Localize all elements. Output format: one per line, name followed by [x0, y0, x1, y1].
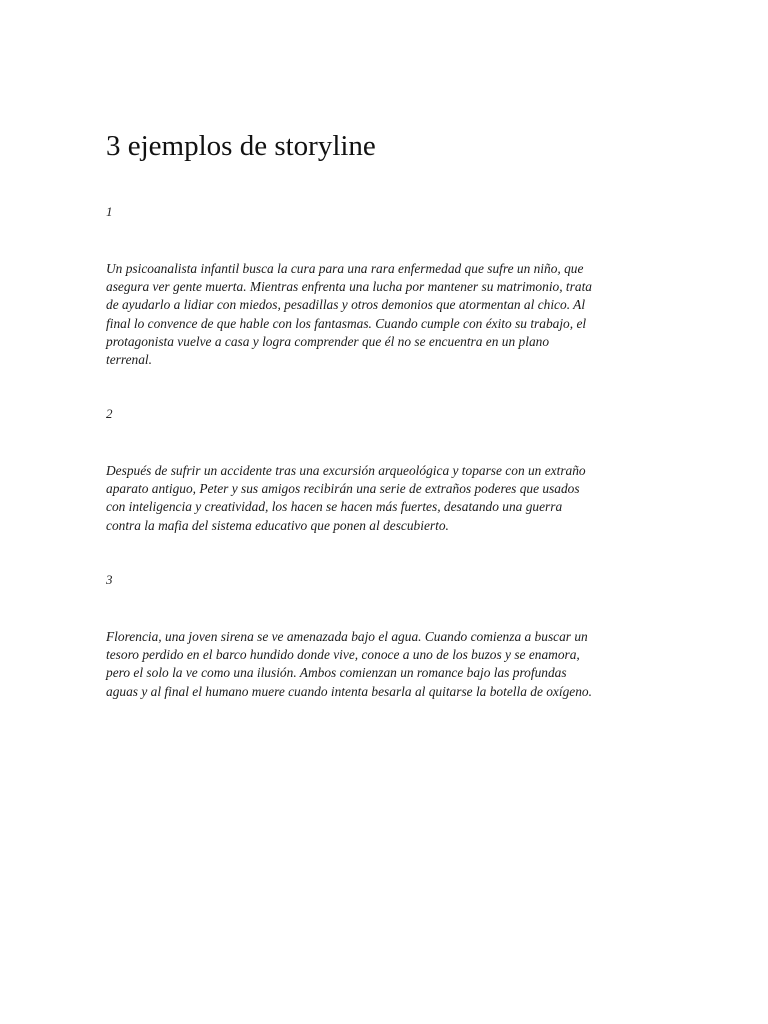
document-title: 3 ejemplos de storyline	[106, 130, 376, 162]
paragraph-line: con inteligencia y creatividad, los hacen se hacen más fuertes, desatando una guerra	[106, 499, 563, 515]
paragraph-line: Un psicoanalista infantil busca la cura para una rara enfermedad que sufre un niño, que	[106, 261, 584, 276]
paragraph-line: protagonista vuelve a casa y logra comprender que él no se encuentra en un plano	[106, 333, 550, 349]
storyline-paragraph-2	[106, 462, 666, 535]
paragraph-line: aparato antiguo, Peter y sus amigos recibirán una serie de extraños poderes que usados	[106, 481, 580, 497]
paragraph-line: tesoro perdido en el barco hundido donde vive, conoce a uno de los buzos y se enamora,	[106, 647, 580, 663]
paragraph-line: contra la mafia del sistema educativo que ponen al descubierto.	[106, 517, 449, 533]
paragraph-line: Después de sufrir un accidente tras una excursión arqueológica y toparse con un extraño	[106, 463, 586, 478]
section-number-1: 1	[106, 204, 113, 219]
paragraph-line: de ayudarlo a lidiar con miedos, pesadillas y otros demonios que atormentan al chico. Al	[106, 297, 586, 313]
section-number-3: 3	[106, 572, 113, 587]
section-number-2: 2	[106, 406, 113, 421]
paragraph-line: pero el solo la ve como una ilusión. Ambos comienzan un romance bajo las profundas	[106, 665, 567, 681]
storyline-paragraph-3	[106, 628, 666, 701]
paragraph-line: aguas y al final el humano muere cuando intenta besarla al quitarse la botella de oxígeno.	[106, 683, 592, 699]
paragraph-line: terrenal.	[106, 352, 152, 368]
storyline-paragraph-1	[106, 260, 666, 369]
paragraph-line: final lo convence de que hable con los fantasmas. Cuando cumple con éxito su trabajo, el	[106, 315, 587, 331]
paragraph-line: asegura ver gente muerta. Mientras enfrenta una lucha por mantener su matrimonio, trata	[106, 279, 592, 295]
paragraph-line: Florencia, una joven sirena se ve amenazada bajo el agua. Cuando comienza a buscar un	[106, 629, 588, 644]
